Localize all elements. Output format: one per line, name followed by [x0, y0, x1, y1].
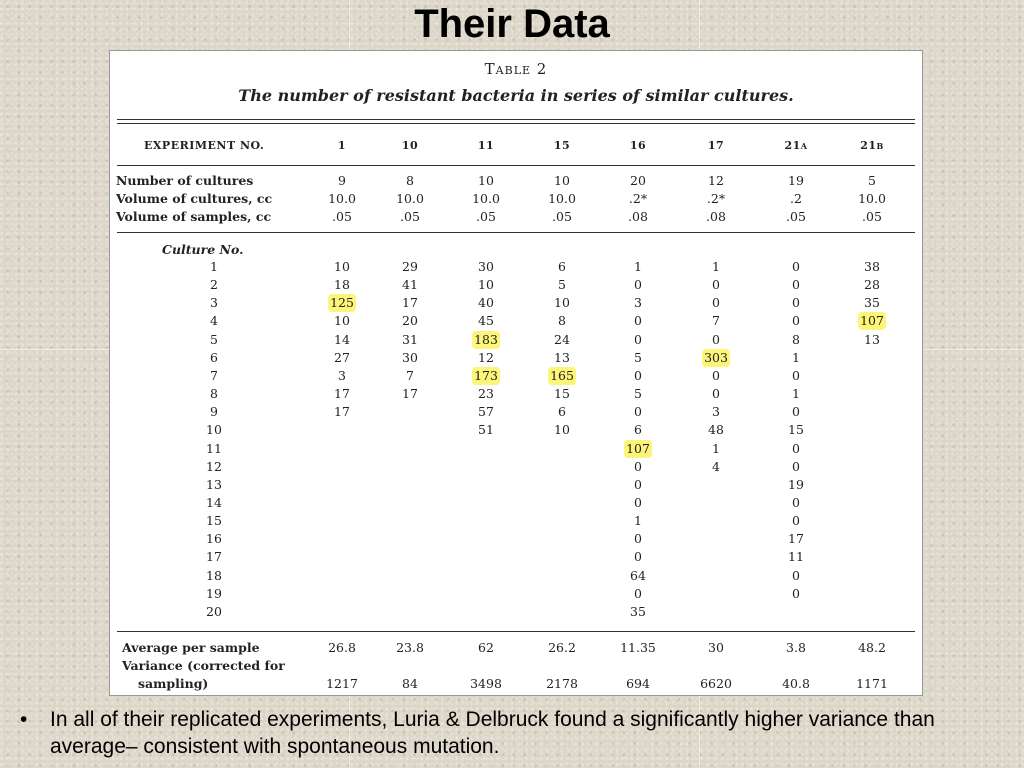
experiment-header: EXPERIMENT NO.	[144, 139, 265, 152]
culture-count-cell: 1	[712, 259, 720, 274]
average-cell: 23.8	[396, 640, 424, 655]
volume-of-samples-cell: .05	[786, 209, 806, 224]
culture-count-cell: 17	[334, 386, 350, 401]
culture-count-cell: 3	[634, 295, 642, 310]
table-caption: The number of resistant bacteria in series of similar cultures.	[238, 86, 794, 105]
culture-number: 10	[206, 422, 222, 437]
culture-number: 6	[210, 350, 218, 365]
variance-cell: 40.8	[782, 676, 810, 691]
culture-count-cell: 0	[792, 277, 800, 292]
variance-cell: 84	[402, 676, 418, 691]
culture-count-cell: 23	[478, 386, 494, 401]
culture-count-cell: 0	[634, 495, 642, 510]
culture-no-header: Culture No.	[162, 242, 244, 257]
culture-count-cell: 30	[478, 259, 494, 274]
experiment-number: 15	[553, 139, 571, 152]
experiment-number: 21a	[784, 139, 808, 152]
culture-count-cell: 38	[864, 259, 880, 274]
culture-number: 4	[210, 313, 218, 328]
culture-number: 17	[206, 549, 222, 564]
culture-count-cell: 17	[788, 531, 804, 546]
average-cell: 26.8	[328, 640, 356, 655]
culture-count-cell: 13	[554, 350, 570, 365]
culture-number: 20	[206, 604, 222, 619]
culture-count-cell: 10	[334, 313, 350, 328]
culture-count-cell: 0	[634, 404, 642, 419]
culture-count-cell: 15	[554, 386, 570, 401]
table-rule	[117, 119, 915, 120]
culture-count-cell: 18	[334, 277, 350, 292]
culture-count-cell: 1	[792, 350, 800, 365]
culture-count-cell: 1	[634, 513, 642, 528]
culture-count-cell: 5	[634, 386, 642, 401]
culture-count-cell: 0	[792, 513, 800, 528]
culture-count-cell: 1	[792, 386, 800, 401]
culture-count-cell: 0	[634, 549, 642, 564]
volume-of-samples-cell: .05	[400, 209, 420, 224]
culture-count-cell: 4	[712, 459, 720, 474]
variance-cell: 1171	[856, 676, 888, 691]
variance-cell: 694	[626, 676, 650, 691]
volume-of-samples-cell: .08	[628, 209, 648, 224]
row-label-average: Average per sample	[122, 640, 260, 655]
number-of-cultures-cell: 9	[338, 173, 346, 188]
culture-count-cell: 35	[630, 604, 646, 619]
culture-count-cell: 11	[788, 549, 804, 564]
volume-of-cultures-cell: 10.0	[548, 191, 576, 206]
culture-count-cell: 0	[634, 368, 642, 383]
culture-count-cell: 1	[634, 259, 642, 274]
culture-count-cell: 3	[338, 368, 346, 383]
volume-of-samples-cell: .08	[706, 209, 726, 224]
culture-number: 18	[206, 568, 222, 583]
culture-count-cell: 0	[634, 332, 642, 347]
culture-count-cell: 17	[402, 386, 418, 401]
experiment-number: 16	[629, 139, 647, 152]
culture-number: 15	[206, 513, 222, 528]
variance-cell: 1217	[326, 676, 358, 691]
culture-number: 13	[206, 477, 222, 492]
culture-count-cell: 0	[792, 495, 800, 510]
culture-count-cell: 0	[634, 313, 642, 328]
culture-count-cell: 28	[864, 277, 880, 292]
number-of-cultures-cell: 19	[788, 173, 804, 188]
culture-count-cell: 10	[554, 295, 570, 310]
culture-count-cell: 6	[558, 404, 566, 419]
row-label-number-of-cultures: Number of cultures	[116, 173, 254, 188]
number-of-cultures-cell: 8	[406, 173, 414, 188]
culture-count-cell: 48	[708, 422, 724, 437]
culture-count-cell: 0	[712, 277, 720, 292]
culture-count-cell: 31	[402, 332, 418, 347]
table-rule	[117, 123, 915, 124]
culture-count-cell: 0	[634, 586, 642, 601]
culture-count-cell: 107	[860, 313, 884, 328]
culture-count-cell: 29	[402, 259, 418, 274]
culture-count-cell: 24	[554, 332, 570, 347]
culture-count-cell: 0	[792, 295, 800, 310]
number-of-cultures-cell: 10	[478, 173, 494, 188]
culture-count-cell: 13	[864, 332, 880, 347]
variance-cell: 6620	[700, 676, 732, 691]
culture-number: 11	[206, 441, 222, 456]
volume-of-samples-cell: .05	[332, 209, 352, 224]
culture-count-cell: 15	[788, 422, 804, 437]
volume-of-cultures-cell: .2*	[628, 191, 648, 206]
number-of-cultures-cell: 5	[868, 173, 876, 188]
culture-number: 19	[206, 586, 222, 601]
volume-of-samples-cell: .05	[552, 209, 572, 224]
average-cell: 11.35	[620, 640, 656, 655]
average-cell: 62	[478, 640, 494, 655]
slide-title: Their Data	[414, 2, 610, 46]
culture-count-cell: 0	[792, 368, 800, 383]
culture-count-cell: 173	[474, 368, 498, 383]
variance-cell: 3498	[470, 676, 502, 691]
culture-number: 14	[206, 495, 222, 510]
average-cell: 26.2	[548, 640, 576, 655]
culture-count-cell: 0	[634, 477, 642, 492]
culture-count-cell: 51	[478, 422, 494, 437]
culture-count-cell: 8	[558, 313, 566, 328]
volume-of-samples-cell: .05	[476, 209, 496, 224]
culture-count-cell: 41	[402, 277, 418, 292]
culture-count-cell: 17	[402, 295, 418, 310]
culture-count-cell: 6	[558, 259, 566, 274]
volume-of-cultures-cell: 10.0	[472, 191, 500, 206]
culture-count-cell: 10	[554, 422, 570, 437]
row-label-variance-cont: sampling)	[138, 676, 209, 691]
culture-count-cell: 20	[402, 313, 418, 328]
culture-count-cell: 0	[792, 313, 800, 328]
culture-number: 1	[210, 259, 218, 274]
culture-count-cell: 0	[712, 386, 720, 401]
volume-of-cultures-cell: 10.0	[396, 191, 424, 206]
data-table-figure	[109, 50, 923, 696]
experiment-number: 10	[401, 139, 419, 152]
culture-count-cell: 183	[474, 332, 498, 347]
table-rule	[117, 165, 915, 166]
variance-cell: 2178	[546, 676, 578, 691]
volume-of-samples-cell: .05	[862, 209, 882, 224]
experiment-number: 11	[477, 139, 495, 152]
culture-count-cell: 10	[334, 259, 350, 274]
culture-count-cell: 0	[634, 459, 642, 474]
culture-number: 7	[210, 368, 218, 383]
row-label-volume-of-cultures: Volume of cultures, cc	[116, 191, 273, 206]
culture-count-cell: 107	[626, 441, 650, 456]
culture-count-cell: 19	[788, 477, 804, 492]
culture-count-cell: 40	[478, 295, 494, 310]
culture-count-cell: 27	[334, 350, 350, 365]
culture-count-cell: 5	[558, 277, 566, 292]
bullet-text: In all of their replicated experiments, Luria & Delbruck found a significantly higher variance than average– consistent with spontaneous mutation.	[50, 708, 935, 758]
number-of-cultures-cell: 12	[708, 173, 724, 188]
culture-count-cell: 12	[478, 350, 494, 365]
table-label: Table 2	[484, 60, 548, 78]
table-rule	[117, 232, 915, 233]
experiment-number: 21b	[860, 139, 884, 152]
volume-of-cultures-cell: .2*	[706, 191, 726, 206]
culture-count-cell: 0	[792, 404, 800, 419]
culture-count-cell: 6	[634, 422, 642, 437]
culture-number: 12	[206, 459, 222, 474]
volume-of-cultures-cell: 10.0	[858, 191, 886, 206]
culture-count-cell: 0	[792, 568, 800, 583]
culture-count-cell: 0	[712, 332, 720, 347]
culture-number: 9	[210, 404, 218, 419]
culture-count-cell: 7	[406, 368, 414, 383]
average-cell: 48.2	[858, 640, 886, 655]
culture-count-cell: 7	[712, 313, 720, 328]
average-cell: 3.8	[786, 640, 806, 655]
number-of-cultures-cell: 10	[554, 173, 570, 188]
culture-count-cell: 0	[712, 368, 720, 383]
culture-count-cell: 0	[792, 441, 800, 456]
average-cell: 30	[708, 640, 724, 655]
volume-of-cultures-cell: .2	[790, 191, 802, 206]
culture-count-cell: 1	[712, 441, 720, 456]
culture-number: 3	[210, 295, 218, 310]
culture-count-cell: 10	[478, 277, 494, 292]
number-of-cultures-cell: 20	[630, 173, 646, 188]
culture-count-cell: 35	[864, 295, 880, 310]
culture-number: 8	[210, 386, 218, 401]
culture-count-cell: 0	[792, 586, 800, 601]
culture-count-cell: 14	[334, 332, 350, 347]
culture-number: 5	[210, 332, 218, 347]
bullet-marker: •	[20, 708, 28, 731]
culture-count-cell: 3	[712, 404, 720, 419]
culture-number: 2	[210, 277, 218, 292]
culture-count-cell: 57	[478, 404, 494, 419]
row-label-volume-of-samples: Volume of samples, cc	[116, 209, 272, 224]
culture-count-cell: 0	[792, 459, 800, 474]
table-rule	[117, 631, 915, 632]
row-label-variance: Variance (corrected for	[122, 658, 285, 673]
culture-count-cell: 0	[792, 259, 800, 274]
experiment-number: 17	[707, 139, 725, 152]
culture-count-cell: 165	[550, 368, 574, 383]
culture-number: 16	[206, 531, 222, 546]
culture-count-cell: 303	[704, 350, 728, 365]
culture-count-cell: 64	[630, 568, 646, 583]
culture-count-cell: 17	[334, 404, 350, 419]
culture-count-cell: 5	[634, 350, 642, 365]
culture-count-cell: 0	[634, 531, 642, 546]
volume-of-cultures-cell: 10.0	[328, 191, 356, 206]
culture-count-cell: 30	[402, 350, 418, 365]
experiment-number: 1	[337, 139, 347, 152]
culture-count-cell: 125	[330, 295, 354, 310]
culture-count-cell: 8	[792, 332, 800, 347]
culture-count-cell: 45	[478, 313, 494, 328]
culture-count-cell: 0	[712, 295, 720, 310]
culture-count-cell: 0	[634, 277, 642, 292]
